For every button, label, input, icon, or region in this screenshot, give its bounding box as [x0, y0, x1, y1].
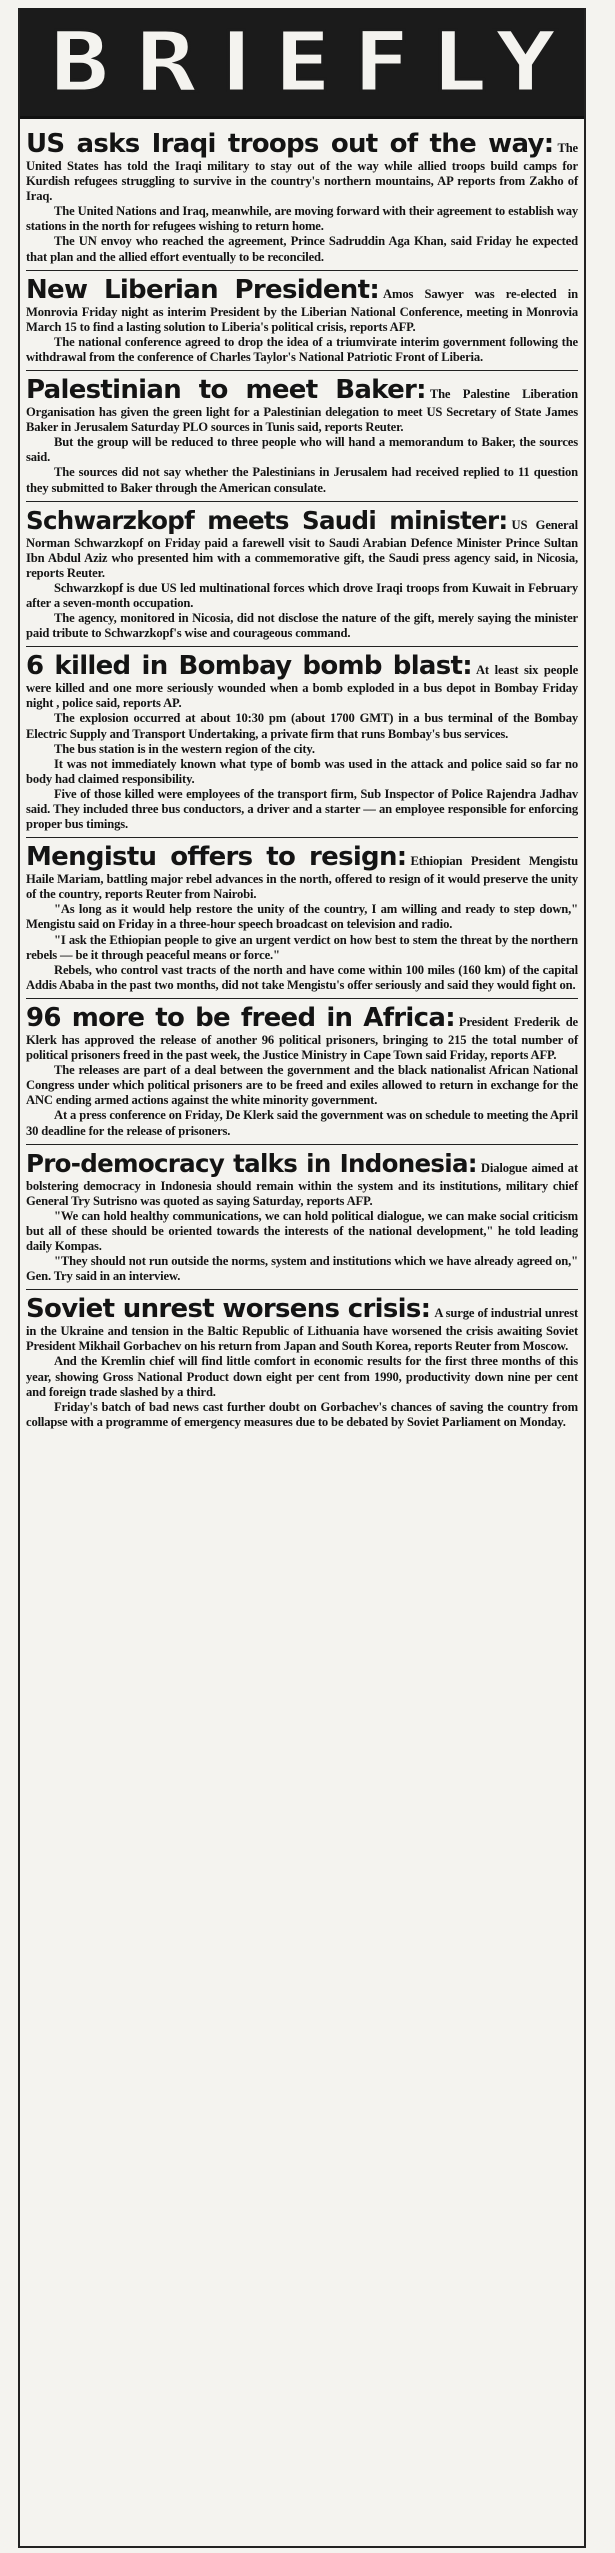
story-paragraph: "I ask the Ethiopian people to give an urgent verdict on how best to stem the threat by the northern rebels — be it through peaceful means or force." [26, 932, 578, 962]
news-story [26, 1145, 578, 1291]
story-paragraph-text: President Frederik de Klerk has approved the release of another 96 political prisoners, bringing to 215 the total number of political prisoners freed in the past week, the Justice Ministry in Cape Town said Friday, reports AFP. [26, 1014, 578, 1063]
news-story [26, 838, 578, 999]
story-headline: New Liberian President: [26, 274, 380, 305]
story-paragraph: The agency, monitored in Nicosia, did not disclose the nature of the gift, merely saying the minister paid tribute to Schwarzkopf's wise and courageous command. [26, 611, 578, 641]
story-first-paragraph [26, 375, 578, 435]
story-paragraph: Five of those killed were employees of the transport firm, Sub Inspector of Police Rajendra Jadhav said. They included three bus conductors, a driver and a starter — an employee responsible for enforcing proper bus timings. [26, 786, 578, 832]
story-paragraph: The bus station is in the western region of the city. [54, 741, 315, 756]
story-headline: 96 more to be freed in Africa: [26, 1002, 455, 1033]
story-first-paragraph [26, 651, 578, 711]
news-story [26, 1290, 578, 1435]
news-story [26, 999, 578, 1145]
story-lead-words: The [429, 387, 451, 402]
story-paragraph: The United Nations and Iraq, meanwhile, are moving forward with their agreement to establish way stations in the north for refugees wishing to return home. [26, 204, 578, 234]
story-first-paragraph [26, 842, 578, 902]
story-lead-words: At [475, 663, 489, 678]
news-story [26, 371, 578, 502]
story-paragraph-text: The United States has told the Iraqi military to stay out of the way while allied troops build camps for Kurdish refugees struggling to survive in the country's northern mountains, AP reports from Zakho of Iraq. [26, 141, 578, 204]
story-paragraph: It was not immediately known what type of bomb was used in the attack and police said so far no body had claimed responsibility. [26, 756, 578, 786]
story-paragraph: The explosion occurred at about 10:30 pm (about 1700 GMT) in a bus terminal of the Bombay Electric Supply and Transport Undertaking, a private firm that runs Bombay's bus services. [26, 711, 578, 741]
story-paragraph: At a press conference on Friday, De Klerk said the government was on schedule to meeting the April 30 deadline for the release of prisoners. [26, 1108, 578, 1138]
story-paragraph: Rebels, who control vast tracts of the north and have come within 100 miles (160 km) of the capital Addis Ababa in the past two months, did not take Mengistu's offer seriously and said they would fight on. [26, 962, 578, 992]
story-paragraph-text: President Mengistu Haile Mariam, battling major rebel advances in the north, offered to resign of it would preserve the unity of the country, reports Reuter from Nairobi. [26, 854, 579, 902]
masthead [20, 8, 584, 119]
story-headline: Schwarzkopf meets Saudi minister: [26, 505, 508, 535]
story-first-paragraph [26, 1294, 578, 1354]
story-paragraph: The sources did not say whether the Palestinians in Jerusalem had received replied to 11 question they submitted to Baker through the American consulate. [26, 465, 578, 495]
story-paragraph: "We can hold healthy communications, we can hold political dialogue, we can make social criticism but all of these should be oriented towards the interests of the national development," he told leading daily Kompas. [26, 1208, 578, 1253]
story-paragraph-text: Dialogue aimed at bolstering democracy in Indonesia should remain within the system and its institutions, military chief General Try Sutrisno was quoted as saying Saturday, reports AFP. [26, 1160, 578, 1208]
news-story [26, 271, 578, 371]
story-first-paragraph [26, 275, 578, 335]
story-lead-words: US [511, 517, 528, 532]
story-paragraph: Friday's batch of bad news cast further doubt on Gorbachev's chances of saving the country from collapse with a programme of emergency measures due to be debated by Soviet Parliament on Monday. [26, 1399, 578, 1429]
story-paragraph: The national conference agreed to drop the idea of a triumvirate interim government following the withdrawal from the conference of Charles Taylor's National Patriotic Front of Liberia. [26, 334, 578, 364]
story-lead-words: Ethiopian [410, 854, 463, 869]
story-paragraph: And the Kremlin chief will find little comfort in economic results for the first three months of this year, showing Gross National Product down eight per cent from 1990, productivity down nine per cent and foreign trade slashed by a third. [26, 1354, 578, 1399]
news-story [26, 502, 578, 648]
story-lead-words: Amos Sawyer [383, 286, 464, 301]
story-paragraph: The releases are part of a deal between the government and the black nationalist African National Congress under which political prisoners are to be freed and exiles allowed to return in exchange for the ANC ending armed actions against the white minority government. [26, 1063, 578, 1108]
story-paragraph-text: least six people were killed and one more seriously wounded when a bomb exploded in a bus depot in Bombay Friday night , police said, reports AP. [26, 663, 579, 711]
story-paragraph-text: of industrial unrest in the Ukraine and tension in the Baltic Republic of Lithuania have worsened the crisis awaiting Soviet President Mikhail Gorbachev on his return from Japan and South Korea, reports Reuter from Moscow. [26, 1306, 579, 1354]
story-headline: Pro-democracy talks in Indonesia: [26, 1148, 477, 1178]
story-first-paragraph [26, 129, 578, 204]
story-first-paragraph [26, 1003, 578, 1063]
story-first-paragraph [26, 506, 578, 581]
story-paragraph: "As long as it would help restore the unity of the country, I am willing and ready to step down," Mengistu said on Friday in a three-hour speech broadcast on television and radio. [26, 902, 578, 932]
story-headline: Palestinian to meet Baker: [26, 375, 426, 406]
story-paragraph: "They should not run outside the norms, system and institutions which we have already agreed on," Gen. Try said in an interview. [26, 1254, 578, 1284]
story-paragraph: Schwarzkopf is due US led multinational forces which drove Iraqi troops from Kuwait in February after a seven-month occupation. [26, 580, 578, 610]
story-paragraph: But the group will be reduced to three people who will hand a memorandum to Baker, the sources said. [26, 435, 578, 465]
story-paragraph-text: Palestine Liberation Organisation has given the green light for a Palestinian delegation to meet US Secretary of State James Baker in Jerusalem Saturday PLO sources in Tunis said, reports Reuter. [26, 387, 578, 435]
story-lead-words: A surge [434, 1306, 475, 1321]
story-headline: US asks Iraqi troops out of the way: [26, 129, 554, 159]
story-paragraph: The UN envoy who reached the agreement, Prince Sadruddin Aga Khan, said Friday he expected that plan and the allied effort eventually to be reconciled. [26, 234, 578, 264]
news-story [26, 647, 578, 838]
story-first-paragraph [26, 1149, 578, 1209]
story-headline: Mengistu offers to resign: [26, 842, 407, 873]
story-headline: 6 killed in Bombay bomb blast: [26, 651, 472, 682]
story-headline: Soviet unrest worsens crisis: [26, 1294, 431, 1325]
story-paragraph-text: General Norman Schwarzkopf on Friday paid a farewell visit to Saudi Arabian Defence Minister Prince Sultan Ibn Abdul Aziz who presented him with a commemorative gift, the Saudi press agency said, in Nicosia, reports Reuter. [26, 517, 578, 580]
news-story [26, 125, 578, 271]
briefly-column [18, 8, 586, 2548]
story-paragraph-text: was re-elected in Monrovia Friday night as interim President by the Liberian National Conference, meeting in Monrovia March 15 to find a lasting solution to Liberia's political crisis, reports AFP. [26, 286, 578, 334]
masthead-title: BRIEFLY [48, 13, 578, 111]
